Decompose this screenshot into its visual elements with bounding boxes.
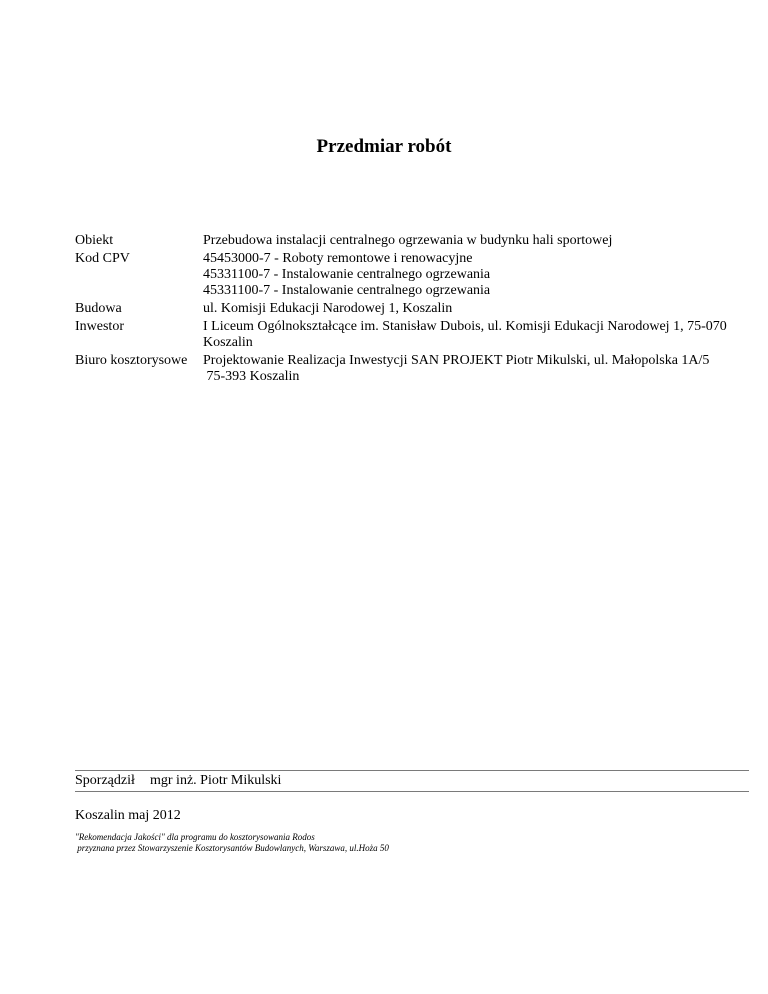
- biuro-value: [203, 353, 755, 385]
- budowa-text: ul. Komisji Edukacji Narodowej 1, Koszalin: [203, 301, 453, 316]
- footer-line-1: "Rekomendacja Jakości" dla programu do kosztorysowania Rodos: [75, 832, 315, 842]
- cpv-code: 45331100-7 - Instalowanie centralnego ogrzewania: [203, 283, 491, 298]
- biuro-label: Biuro kosztorysowe: [75, 353, 188, 368]
- inwestor-label: Inwestor: [75, 319, 124, 334]
- cpv-code: 45331100-7 - Instalowanie centralnego ogrzewania: [203, 267, 491, 282]
- document-metadata: [75, 233, 755, 387]
- obiekt-text: Przebudowa instalacji centralnego ogrzewania w budynku hali sportowej: [203, 233, 613, 248]
- footer-note: [75, 832, 389, 854]
- biuro-text-line2: 75-393 Koszalin: [203, 369, 300, 384]
- meta-row-cpv: [75, 251, 755, 299]
- meta-row-inwestor: [75, 319, 755, 351]
- meta-row-obiekt: [75, 233, 755, 249]
- cpv-values: [203, 251, 755, 299]
- cpv-code: 45453000-7 - Roboty remontowe i renowacyjne: [203, 251, 473, 266]
- inwestor-text: I Liceum Ogólnokształcące im. Stanisław Dubois, ul. Komisji Edukacji Narodowej 1, 75-070 Koszalin: [203, 319, 727, 350]
- cpv-label: Kod CPV: [75, 251, 130, 266]
- meta-row-budowa: [75, 301, 755, 317]
- obiekt-label: Obiekt: [75, 233, 114, 248]
- obiekt-value: [203, 233, 755, 249]
- inwestor-value: [203, 319, 755, 351]
- signature-row: [75, 773, 281, 789]
- footer-line-2: przyznana przez Stowarzyszenie Kosztorysantów Budowlanych, Warszawa, ul.Hoża 50: [75, 843, 389, 853]
- signature-value: mgr inż. Piotr Mikulski: [150, 773, 282, 788]
- place-and-date: Koszalin maj 2012: [75, 808, 181, 823]
- biuro-text-line1: Projektowanie Realizacja Inwestycji SAN PROJEKT Piotr Mikulski, ul. Małopolska 1A/5: [203, 353, 710, 368]
- meta-row-biuro: [75, 353, 755, 385]
- budowa-value: [203, 301, 755, 317]
- budowa-label: Budowa: [75, 301, 122, 316]
- signature-label: Sporządził: [75, 773, 135, 788]
- signature-divider-top: [75, 770, 749, 771]
- signature-divider-bottom: [75, 791, 749, 792]
- document-title: Przedmiar robót: [316, 136, 452, 157]
